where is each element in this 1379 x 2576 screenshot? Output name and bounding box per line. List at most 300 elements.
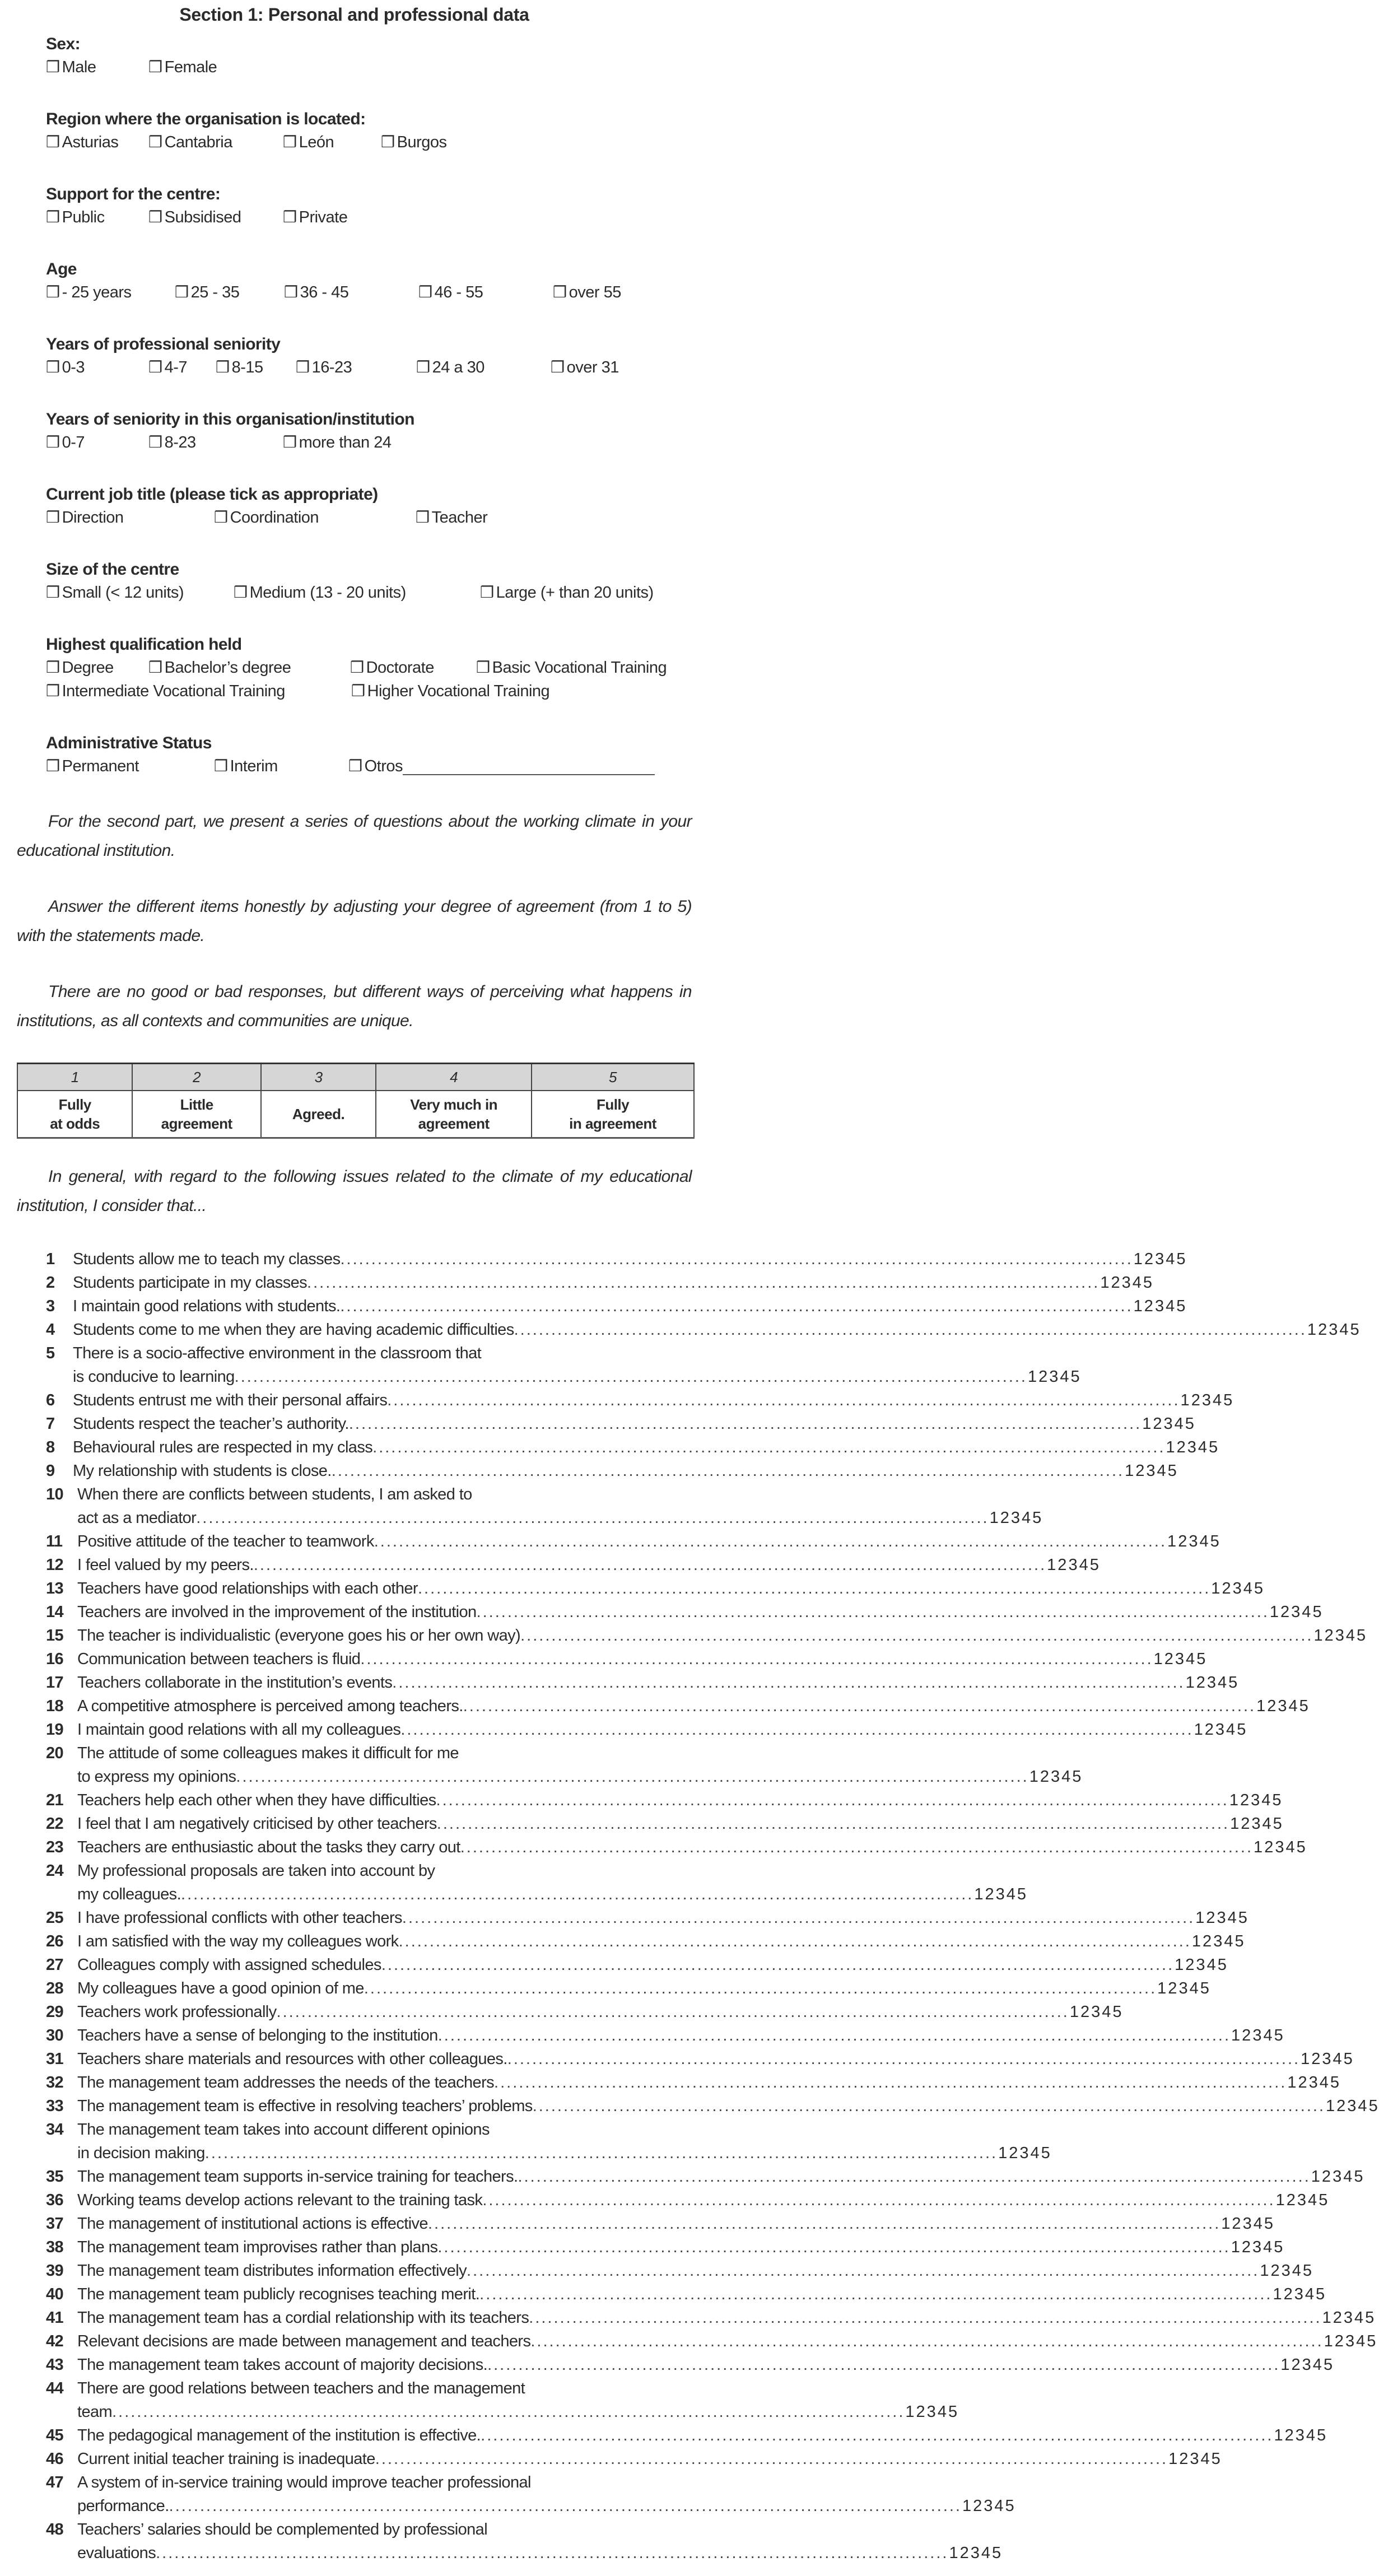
checkbox-option[interactable] bbox=[553, 281, 621, 304]
rating-option[interactable]: 2 bbox=[1179, 2450, 1189, 2468]
rating-option[interactable]: 5 bbox=[1176, 1297, 1186, 1315]
checkbox-option[interactable] bbox=[283, 206, 347, 229]
rating-option[interactable]: 1 bbox=[1133, 1297, 1143, 1315]
rating-option[interactable]: 2 bbox=[985, 1885, 995, 1903]
rating-option[interactable]: 2 bbox=[1153, 1415, 1163, 1433]
rating-option[interactable]: 1 bbox=[1157, 1979, 1167, 1997]
rating-scale[interactable] bbox=[1195, 1906, 1248, 1930]
rating-option[interactable]: 2 bbox=[1222, 1580, 1232, 1597]
rating-option[interactable]: 5 bbox=[1167, 1462, 1177, 1480]
rating-option[interactable]: 1 bbox=[1326, 2097, 1336, 2115]
rating-option[interactable]: 1 bbox=[1125, 1462, 1135, 1480]
rating-option[interactable]: 1 bbox=[1274, 2426, 1284, 2444]
rating-option[interactable]: 1 bbox=[1069, 2003, 1079, 2021]
rating-option[interactable]: 5 bbox=[1323, 2356, 1334, 2374]
rating-scale[interactable] bbox=[1269, 1600, 1323, 1624]
rating-option[interactable]: 5 bbox=[1041, 2144, 1051, 2162]
rating-option[interactable]: 1 bbox=[1175, 1956, 1185, 1974]
rating-option[interactable]: 2 bbox=[1178, 1532, 1188, 1550]
rating-option[interactable]: 4 bbox=[1358, 2097, 1368, 2115]
rating-option[interactable]: 5 bbox=[1196, 1650, 1206, 1668]
rating-option[interactable]: 4 bbox=[1212, 1391, 1223, 1409]
rating-option[interactable]: 3 bbox=[1345, 2332, 1355, 2350]
rating-option[interactable]: 3 bbox=[1175, 1650, 1185, 1668]
rating-option[interactable]: 3 bbox=[926, 2403, 937, 2421]
rating-option[interactable]: 5 bbox=[1254, 1580, 1264, 1597]
rating-option[interactable]: 5 bbox=[1005, 2497, 1015, 2515]
rating-option[interactable]: 4 bbox=[1312, 2356, 1322, 2374]
rating-option[interactable]: 3 bbox=[1213, 1932, 1223, 1950]
rating-option[interactable]: 2 bbox=[1333, 2309, 1343, 2327]
checkbox-option[interactable] bbox=[46, 206, 148, 229]
rating-scale[interactable] bbox=[1259, 2259, 1313, 2282]
rating-option[interactable]: 3 bbox=[1163, 1415, 1173, 1433]
rating-option[interactable]: 2 bbox=[1318, 1321, 1328, 1339]
rating-option[interactable]: 5 bbox=[1185, 1415, 1195, 1433]
rating-option[interactable]: 4 bbox=[1285, 1838, 1296, 1856]
rating-scale[interactable] bbox=[1194, 1718, 1247, 1741]
rating-option[interactable]: 1 bbox=[1231, 2027, 1241, 2044]
rating-option[interactable]: 1 bbox=[1166, 1438, 1176, 1456]
rating-option[interactable]: 5 bbox=[948, 2403, 958, 2421]
checkbox-option[interactable] bbox=[46, 356, 148, 379]
rating-option[interactable]: 2 bbox=[1270, 2262, 1280, 2280]
rating-option[interactable]: 3 bbox=[1308, 2074, 1319, 2091]
checkbox-icon[interactable]: ❒ bbox=[148, 434, 162, 451]
rating-option[interactable]: 1 bbox=[1229, 1791, 1239, 1809]
rating-option[interactable]: 4 bbox=[1263, 2027, 1273, 2044]
rating-option[interactable]: 4 bbox=[1354, 2309, 1364, 2327]
rating-option[interactable]: 3 bbox=[1252, 2238, 1262, 2256]
rating-option[interactable]: 4 bbox=[1189, 1979, 1199, 1997]
rating-option[interactable]: 2 bbox=[1176, 1438, 1186, 1456]
checkbox-option[interactable] bbox=[148, 431, 283, 454]
rating-option[interactable]: 5 bbox=[1357, 1627, 1367, 1645]
checkbox-icon[interactable]: ❒ bbox=[46, 757, 60, 775]
checkbox-option[interactable] bbox=[46, 431, 148, 454]
checkbox-option[interactable] bbox=[283, 131, 381, 154]
checkbox-option[interactable] bbox=[418, 281, 553, 304]
rating-option[interactable]: 2 bbox=[1324, 1627, 1334, 1645]
checkbox-option[interactable] bbox=[216, 356, 296, 379]
checkbox-option[interactable] bbox=[148, 55, 217, 79]
rating-option[interactable]: 4 bbox=[1288, 1697, 1298, 1715]
rating-option[interactable]: 4 bbox=[994, 2497, 1004, 2515]
rating-option[interactable]: 3 bbox=[1232, 1580, 1242, 1597]
rating-scale[interactable] bbox=[1165, 1436, 1219, 1459]
rating-option[interactable]: 1 bbox=[1322, 2309, 1332, 2327]
rating-option[interactable]: 2 bbox=[1336, 2097, 1347, 2115]
rating-option[interactable]: 1 bbox=[1168, 2450, 1178, 2468]
rating-option[interactable]: 3 bbox=[1187, 1438, 1197, 1456]
rating-option[interactable]: 3 bbox=[1050, 1768, 1061, 1786]
rating-option[interactable]: 1 bbox=[1313, 1627, 1324, 1645]
rating-option[interactable]: 4 bbox=[1132, 1274, 1142, 1292]
rating-option[interactable]: 5 bbox=[1272, 1791, 1282, 1809]
rating-option[interactable]: 1 bbox=[1260, 2262, 1270, 2280]
rating-option[interactable]: 4 bbox=[1306, 2426, 1316, 2444]
checkbox-icon[interactable]: ❒ bbox=[46, 133, 60, 151]
checkbox-option[interactable] bbox=[148, 656, 350, 679]
rating-option[interactable]: 2 bbox=[1185, 1956, 1195, 1974]
rating-option[interactable]: 2 bbox=[1284, 2426, 1294, 2444]
rating-option[interactable]: 1 bbox=[1311, 2168, 1321, 2186]
rating-option[interactable]: 3 bbox=[1329, 1321, 1339, 1339]
rating-option[interactable]: 4 bbox=[1157, 1462, 1167, 1480]
checkbox-option[interactable] bbox=[46, 754, 214, 778]
rating-scale[interactable] bbox=[1142, 1412, 1195, 1436]
rating-option[interactable]: 4 bbox=[1218, 1674, 1228, 1692]
checkbox-icon[interactable]: ❒ bbox=[283, 434, 297, 451]
rating-option[interactable]: 1 bbox=[1275, 2191, 1285, 2209]
checkbox-icon[interactable]: ❒ bbox=[175, 283, 189, 301]
rating-option[interactable]: 4 bbox=[1243, 1580, 1253, 1597]
rating-scale[interactable] bbox=[1168, 2447, 1222, 2471]
rating-option[interactable]: 4 bbox=[1227, 1909, 1237, 1927]
checkbox-option[interactable] bbox=[416, 506, 487, 529]
rating-option[interactable]: 5 bbox=[1312, 1603, 1322, 1621]
rating-option[interactable]: 2 bbox=[1311, 2050, 1321, 2068]
rating-option[interactable]: 5 bbox=[1274, 2238, 1284, 2256]
rating-scale[interactable] bbox=[1153, 1647, 1207, 1671]
rating-option[interactable]: 5 bbox=[1234, 1932, 1245, 1950]
rating-scale[interactable] bbox=[1229, 1788, 1283, 1812]
rating-option[interactable]: 5 bbox=[1367, 2332, 1377, 2350]
rating-option[interactable]: 5 bbox=[1316, 2285, 1326, 2303]
rating-option[interactable]: 2 bbox=[1298, 2074, 1308, 2091]
rating-option[interactable]: 1 bbox=[905, 2403, 915, 2421]
rating-option[interactable]: 2 bbox=[1038, 1368, 1049, 1386]
rating-scale[interactable] bbox=[1100, 1271, 1153, 1294]
rating-option[interactable]: 2 bbox=[1286, 2191, 1296, 2209]
rating-option[interactable]: 5 bbox=[1210, 1532, 1220, 1550]
checkbox-icon[interactable]: ❒ bbox=[476, 659, 490, 676]
rating-option[interactable]: 3 bbox=[1333, 2168, 1343, 2186]
rating-scale[interactable] bbox=[1273, 2424, 1327, 2447]
checkbox-icon[interactable]: ❒ bbox=[148, 659, 162, 676]
rating-option[interactable]: 1 bbox=[949, 2544, 959, 2562]
rating-scale[interactable] bbox=[1029, 1765, 1083, 1788]
rating-scale[interactable] bbox=[989, 1506, 1043, 1530]
rating-scale[interactable] bbox=[998, 2141, 1051, 2165]
rating-option[interactable]: 4 bbox=[1339, 1321, 1349, 1339]
rating-option[interactable]: 1 bbox=[1301, 2050, 1311, 2068]
rating-option[interactable]: 4 bbox=[1198, 1438, 1208, 1456]
rating-option[interactable]: 3 bbox=[1010, 1509, 1021, 1527]
rating-scale[interactable] bbox=[1256, 1694, 1310, 1718]
rating-option[interactable]: 4 bbox=[1206, 1956, 1217, 1974]
rating-option[interactable]: 3 bbox=[970, 2544, 980, 2562]
rating-option[interactable]: 2 bbox=[1009, 2144, 1019, 2162]
rating-scale[interactable] bbox=[1210, 1577, 1264, 1600]
checkbox-option[interactable] bbox=[214, 506, 416, 529]
rating-scale[interactable] bbox=[1174, 1953, 1228, 1977]
rating-scale[interactable] bbox=[1229, 1812, 1283, 1836]
rating-option[interactable]: 5 bbox=[1176, 1250, 1186, 1268]
rating-option[interactable]: 2 bbox=[1321, 2168, 1332, 2186]
rating-option[interactable]: 3 bbox=[1215, 1721, 1226, 1739]
rating-option[interactable]: 5 bbox=[1223, 1391, 1233, 1409]
rating-option[interactable]: 1 bbox=[1221, 2215, 1231, 2233]
rating-option[interactable]: 2 bbox=[1203, 1932, 1213, 1950]
rating-option[interactable]: 5 bbox=[1237, 1721, 1247, 1739]
rating-scale[interactable] bbox=[1322, 2306, 1376, 2330]
rating-option[interactable]: 2 bbox=[1232, 2215, 1242, 2233]
checkbox-icon[interactable]: ❒ bbox=[148, 58, 162, 76]
rating-option[interactable]: 2 bbox=[1080, 2003, 1091, 2021]
rating-option[interactable]: 3 bbox=[1242, 2215, 1252, 2233]
rating-option[interactable]: 1 bbox=[1167, 1532, 1177, 1550]
rating-option[interactable]: 4 bbox=[1200, 2450, 1210, 2468]
checkbox-icon[interactable]: ❒ bbox=[350, 659, 364, 676]
rating-option[interactable]: 4 bbox=[1262, 1815, 1272, 1833]
rating-scale[interactable] bbox=[1220, 2212, 1274, 2235]
rating-scale[interactable] bbox=[1287, 2071, 1340, 2094]
rating-option[interactable]: 5 bbox=[1070, 1368, 1080, 1386]
rating-option[interactable]: 2 bbox=[1164, 1650, 1174, 1668]
rating-scale[interactable] bbox=[1124, 1459, 1178, 1483]
rating-option[interactable]: 2 bbox=[1264, 1838, 1274, 1856]
rating-option[interactable]: 5 bbox=[1365, 2309, 1375, 2327]
rating-option[interactable]: 4 bbox=[937, 2403, 947, 2421]
rating-option[interactable]: 1 bbox=[1256, 1697, 1266, 1715]
rating-option[interactable]: 4 bbox=[1308, 2191, 1318, 2209]
rating-option[interactable]: 5 bbox=[1017, 1885, 1027, 1903]
rating-option[interactable]: 4 bbox=[1226, 1721, 1236, 1739]
rating-scale[interactable] bbox=[1324, 2330, 1377, 2353]
checkbox-icon[interactable]: ❒ bbox=[416, 509, 430, 526]
checkbox-option[interactable] bbox=[46, 506, 214, 529]
rating-option[interactable]: 3 bbox=[995, 1885, 1005, 1903]
rating-option[interactable]: 3 bbox=[1178, 1979, 1189, 1997]
rating-option[interactable]: 5 bbox=[1072, 1768, 1082, 1786]
rating-option[interactable]: 3 bbox=[1291, 1603, 1301, 1621]
checkbox-icon[interactable]: ❒ bbox=[351, 682, 365, 700]
checkbox-icon[interactable]: ❒ bbox=[296, 358, 310, 376]
rating-option[interactable]: 3 bbox=[1019, 2144, 1029, 2162]
rating-option[interactable]: 2 bbox=[1334, 2332, 1344, 2350]
rating-option[interactable]: 4 bbox=[1186, 1650, 1196, 1668]
rating-option[interactable]: 1 bbox=[1100, 1274, 1110, 1292]
rating-option[interactable]: 4 bbox=[1253, 2215, 1263, 2233]
rating-option[interactable]: 5 bbox=[1319, 2191, 1329, 2209]
checkbox-icon[interactable]: ❒ bbox=[214, 509, 228, 526]
rating-option[interactable]: 1 bbox=[1307, 1321, 1317, 1339]
checkbox-icon[interactable]: ❒ bbox=[46, 509, 60, 526]
rating-option[interactable]: 5 bbox=[1264, 2215, 1274, 2233]
checkbox-option[interactable] bbox=[148, 356, 216, 379]
rating-option[interactable]: 1 bbox=[989, 1509, 999, 1527]
rating-option[interactable]: 2 bbox=[1206, 1909, 1216, 1927]
rating-option[interactable]: 5 bbox=[1302, 2262, 1313, 2280]
rating-option[interactable]: 2 bbox=[1242, 2027, 1252, 2044]
rating-option[interactable]: 2 bbox=[1040, 1768, 1050, 1786]
rating-option[interactable]: 2 bbox=[1057, 1556, 1068, 1574]
checkbox-option[interactable] bbox=[46, 55, 148, 79]
rating-option[interactable]: 5 bbox=[1089, 1556, 1100, 1574]
rating-scale[interactable] bbox=[1311, 2165, 1364, 2188]
rating-option[interactable]: 3 bbox=[1196, 1956, 1206, 1974]
checkbox-option[interactable] bbox=[214, 754, 348, 778]
rating-option[interactable]: 3 bbox=[1201, 1391, 1212, 1409]
rating-option[interactable]: 4 bbox=[1174, 1415, 1184, 1433]
rating-option[interactable]: 5 bbox=[1330, 2074, 1340, 2091]
rating-option[interactable]: 4 bbox=[1006, 1885, 1016, 1903]
checkbox-option[interactable] bbox=[348, 754, 655, 778]
rating-scale[interactable] bbox=[1275, 2188, 1329, 2212]
rating-scale[interactable] bbox=[948, 2541, 1002, 2565]
rating-option[interactable]: 5 bbox=[1296, 1838, 1306, 1856]
checkbox-icon[interactable]: ❒ bbox=[284, 283, 298, 301]
rating-option[interactable]: 1 bbox=[1211, 1580, 1221, 1597]
checkbox-icon[interactable]: ❒ bbox=[46, 434, 60, 451]
rating-option[interactable]: 3 bbox=[1322, 2050, 1332, 2068]
rating-scale[interactable] bbox=[1231, 2024, 1284, 2047]
rating-scale[interactable] bbox=[1313, 1624, 1367, 1647]
rating-option[interactable]: 3 bbox=[1154, 1297, 1165, 1315]
rating-option[interactable]: 1 bbox=[1153, 1650, 1163, 1668]
rating-option[interactable]: 4 bbox=[981, 2544, 991, 2562]
rating-option[interactable]: 4 bbox=[1021, 1509, 1032, 1527]
rating-option[interactable]: 1 bbox=[1027, 1368, 1038, 1386]
rating-option[interactable]: 3 bbox=[1347, 2097, 1357, 2115]
rating-option[interactable]: 4 bbox=[1292, 2262, 1302, 2280]
rating-option[interactable]: 2 bbox=[959, 2544, 970, 2562]
rating-scale[interactable] bbox=[1167, 1530, 1220, 1553]
checkbox-option[interactable] bbox=[46, 581, 234, 604]
checkbox-icon[interactable]: ❒ bbox=[480, 584, 494, 601]
rating-option[interactable]: 1 bbox=[1194, 1721, 1204, 1739]
rating-option[interactable]: 4 bbox=[1166, 1250, 1176, 1268]
rating-option[interactable]: 1 bbox=[1185, 1674, 1195, 1692]
rating-option[interactable]: 4 bbox=[1263, 2238, 1273, 2256]
rating-scale[interactable] bbox=[1280, 2353, 1334, 2377]
rating-option[interactable]: 2 bbox=[1240, 1791, 1250, 1809]
rating-option[interactable]: 5 bbox=[1368, 2097, 1378, 2115]
rating-option[interactable]: 4 bbox=[1224, 1932, 1234, 1950]
rating-option[interactable]: 5 bbox=[992, 2544, 1002, 2562]
rating-option[interactable]: 2 bbox=[1241, 2238, 1251, 2256]
rating-option[interactable]: 1 bbox=[1133, 1250, 1143, 1268]
checkbox-option[interactable] bbox=[284, 281, 418, 304]
rating-scale[interactable] bbox=[1133, 1247, 1187, 1271]
rating-option[interactable]: 5 bbox=[1299, 1697, 1309, 1715]
rating-option[interactable]: 5 bbox=[1217, 1956, 1227, 1974]
rating-option[interactable]: 5 bbox=[1228, 1674, 1238, 1692]
rating-option[interactable]: 3 bbox=[1189, 1532, 1199, 1550]
rating-option[interactable]: 5 bbox=[1354, 2168, 1364, 2186]
rating-option[interactable]: 3 bbox=[984, 2497, 994, 2515]
checkbox-icon[interactable]: ❒ bbox=[283, 208, 297, 226]
rating-option[interactable]: 4 bbox=[1302, 1603, 1312, 1621]
rating-option[interactable]: 2 bbox=[1144, 1250, 1154, 1268]
checkbox-icon[interactable]: ❒ bbox=[46, 659, 60, 676]
rating-option[interactable]: 5 bbox=[1200, 1979, 1210, 1997]
rating-option[interactable]: 3 bbox=[1217, 1909, 1227, 1927]
rating-option[interactable]: 5 bbox=[1238, 1909, 1248, 1927]
checkbox-icon[interactable]: ❒ bbox=[214, 757, 228, 775]
rating-option[interactable]: 4 bbox=[1319, 2074, 1329, 2091]
rating-option[interactable]: 4 bbox=[1343, 2168, 1353, 2186]
checkbox-option[interactable] bbox=[351, 679, 549, 703]
rating-option[interactable]: 4 bbox=[1166, 1297, 1176, 1315]
rating-scale[interactable] bbox=[1231, 2235, 1284, 2259]
rating-option[interactable]: 3 bbox=[1294, 2285, 1304, 2303]
rating-scale[interactable] bbox=[1272, 2282, 1326, 2306]
rating-scale[interactable] bbox=[1157, 1977, 1210, 2000]
rating-option[interactable]: 4 bbox=[1079, 1556, 1089, 1574]
rating-option[interactable]: 2 bbox=[1196, 1674, 1206, 1692]
rating-option[interactable]: 3 bbox=[1343, 2309, 1353, 2327]
checkbox-option[interactable] bbox=[46, 656, 148, 679]
checkbox-icon[interactable]: ❒ bbox=[46, 58, 60, 76]
rating-option[interactable]: 1 bbox=[1269, 1603, 1280, 1621]
rating-option[interactable]: 4 bbox=[1356, 2332, 1366, 2350]
rating-option[interactable]: 3 bbox=[1146, 1462, 1156, 1480]
rating-option[interactable]: 4 bbox=[1061, 1768, 1071, 1786]
otros-text-field[interactable] bbox=[403, 757, 655, 775]
rating-option[interactable]: 4 bbox=[1305, 2285, 1315, 2303]
checkbox-option[interactable] bbox=[350, 656, 476, 679]
checkbox-option[interactable] bbox=[46, 281, 175, 304]
rating-option[interactable]: 3 bbox=[1121, 1274, 1131, 1292]
rating-option[interactable]: 3 bbox=[1295, 2426, 1305, 2444]
rating-option[interactable]: 5 bbox=[1350, 1321, 1360, 1339]
rating-option[interactable]: 3 bbox=[1281, 2262, 1291, 2280]
rating-option[interactable]: 2 bbox=[1283, 2285, 1293, 2303]
checkbox-option[interactable] bbox=[480, 581, 654, 604]
checkbox-option[interactable] bbox=[175, 281, 284, 304]
checkbox-icon[interactable]: ❒ bbox=[553, 283, 567, 301]
checkbox-option[interactable] bbox=[283, 431, 392, 454]
rating-option[interactable]: 3 bbox=[1278, 1697, 1288, 1715]
rating-option[interactable]: 4 bbox=[1345, 1627, 1355, 1645]
rating-option[interactable]: 5 bbox=[1274, 2027, 1284, 2044]
rating-option[interactable]: 3 bbox=[1206, 1674, 1217, 1692]
rating-scale[interactable] bbox=[905, 2400, 958, 2424]
rating-scale[interactable] bbox=[1069, 2000, 1123, 2024]
rating-option[interactable]: 1 bbox=[1324, 2332, 1334, 2350]
rating-option[interactable]: 4 bbox=[1333, 2050, 1343, 2068]
checkbox-icon[interactable]: ❒ bbox=[148, 133, 162, 151]
checkbox-option[interactable] bbox=[381, 131, 447, 154]
rating-option[interactable]: 5 bbox=[1211, 2450, 1221, 2468]
rating-scale[interactable] bbox=[1325, 2094, 1379, 2118]
rating-option[interactable]: 1 bbox=[1142, 1415, 1152, 1433]
rating-option[interactable]: 1 bbox=[1195, 1909, 1205, 1927]
checkbox-option[interactable] bbox=[46, 679, 351, 703]
rating-option[interactable]: 4 bbox=[1199, 1532, 1209, 1550]
checkbox-icon[interactable]: ❒ bbox=[148, 358, 162, 376]
checkbox-option[interactable] bbox=[234, 581, 480, 604]
rating-option[interactable]: 1 bbox=[1047, 1556, 1057, 1574]
rating-option[interactable]: 3 bbox=[1068, 1556, 1078, 1574]
rating-option[interactable]: 5 bbox=[1032, 1509, 1042, 1527]
rating-option[interactable]: 1 bbox=[974, 1885, 984, 1903]
rating-option[interactable]: 5 bbox=[1343, 2050, 1353, 2068]
checkbox-option[interactable] bbox=[476, 656, 667, 679]
rating-option[interactable]: 2 bbox=[1111, 1274, 1121, 1292]
rating-scale[interactable] bbox=[1180, 1389, 1234, 1412]
checkbox-icon[interactable]: ❒ bbox=[234, 584, 248, 601]
rating-option[interactable]: 3 bbox=[1049, 1368, 1059, 1386]
rating-option[interactable]: 4 bbox=[1030, 2144, 1040, 2162]
rating-option[interactable]: 3 bbox=[1335, 1627, 1345, 1645]
rating-option[interactable]: 2 bbox=[1267, 1697, 1277, 1715]
checkbox-icon[interactable]: ❒ bbox=[46, 208, 60, 226]
checkbox-icon[interactable]: ❒ bbox=[418, 283, 432, 301]
rating-scale[interactable] bbox=[1027, 1365, 1081, 1389]
